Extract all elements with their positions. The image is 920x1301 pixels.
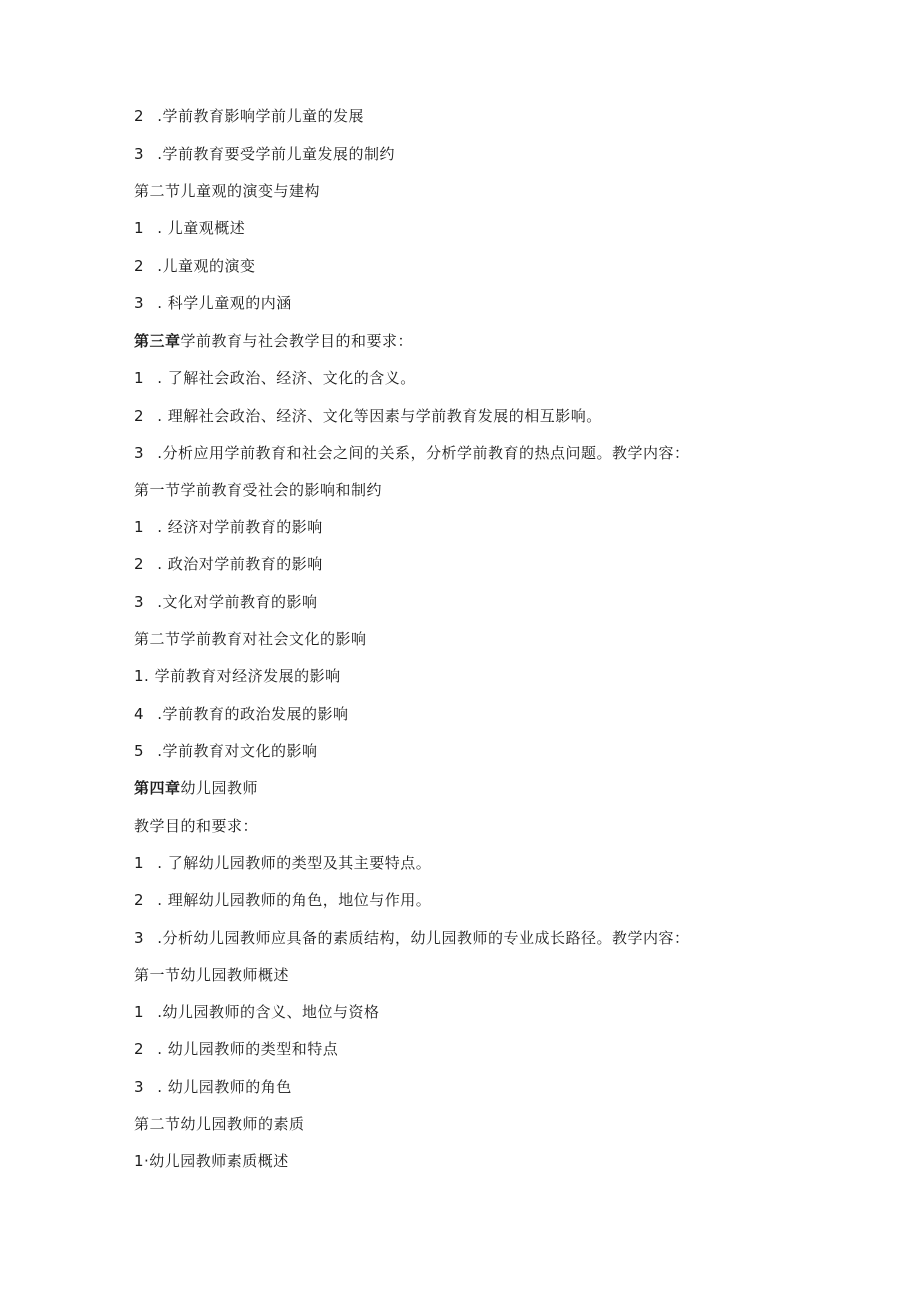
section-text: 第二节幼儿园教师的素质 bbox=[134, 1115, 305, 1133]
list-item bbox=[134, 368, 416, 388]
list-item bbox=[134, 928, 690, 948]
list-item bbox=[134, 1039, 338, 1059]
list-item bbox=[134, 554, 323, 574]
item-number: 1 bbox=[134, 854, 145, 872]
list-item bbox=[134, 443, 690, 463]
item-number: 3 bbox=[134, 593, 145, 611]
item-text: . 理解社会政治、经济、文化等因素与学前教育发展的相互影响。 bbox=[152, 407, 602, 425]
item-number: 3 bbox=[134, 294, 145, 312]
item-text: .学前教育的政治发展的影响 bbox=[152, 705, 349, 723]
item-number: 2 bbox=[134, 257, 145, 275]
list-item bbox=[134, 293, 292, 313]
item-text: . 幼儿园教师的类型和特点 bbox=[152, 1040, 339, 1058]
item-number: 2 bbox=[134, 555, 145, 573]
chapter-heading bbox=[134, 778, 258, 798]
list-item bbox=[134, 256, 256, 276]
item-text: 1·幼儿园教师素质概述 bbox=[134, 1152, 289, 1170]
item-text: .学前教育影响学前儿童的发展 bbox=[152, 107, 365, 125]
item-number: 3 bbox=[134, 444, 145, 462]
item-text: . 科学儿童观的内涵 bbox=[152, 294, 292, 312]
item-text: .分析幼儿园教师应具备的素质结构，幼儿园教师的专业成长路径。教学内容： bbox=[152, 929, 690, 947]
item-text: .文化对学前教育的影响 bbox=[152, 593, 318, 611]
list-item bbox=[134, 890, 431, 910]
item-text: . 了解幼儿园教师的类型及其主要特点。 bbox=[152, 854, 432, 872]
list-item bbox=[134, 592, 318, 612]
list-item bbox=[134, 741, 318, 761]
section-heading bbox=[134, 181, 320, 201]
section-heading bbox=[134, 629, 367, 649]
item-text: . 经济对学前教育的影响 bbox=[152, 518, 323, 536]
item-number: 2 bbox=[134, 407, 145, 425]
item-text: .学前教育对文化的影响 bbox=[152, 742, 318, 760]
item-number: 1 bbox=[134, 369, 145, 387]
item-text: .幼儿园教师的含义、地位与资格 bbox=[152, 1003, 380, 1021]
list-item bbox=[134, 406, 602, 426]
item-text: . 政治对学前教育的影响 bbox=[152, 555, 323, 573]
section-heading bbox=[134, 480, 382, 500]
list-item bbox=[134, 666, 341, 686]
section-heading bbox=[134, 965, 289, 985]
item-text: .儿童观的演变 bbox=[152, 257, 256, 275]
list-item bbox=[134, 853, 431, 873]
item-number: 1 bbox=[134, 1003, 145, 1021]
list-item bbox=[134, 218, 245, 238]
item-number: 1 bbox=[134, 219, 145, 237]
section-text: 第一节学前教育受社会的影响和制约 bbox=[134, 481, 383, 499]
list-item bbox=[134, 1077, 292, 1097]
item-number: 2 bbox=[134, 107, 145, 125]
list-item bbox=[134, 1151, 289, 1171]
item-number: 3 bbox=[134, 145, 145, 163]
item-number: 1 bbox=[134, 518, 145, 536]
chapter-label: 第四章 bbox=[134, 779, 181, 797]
list-item bbox=[134, 144, 395, 164]
item-number: 3 bbox=[134, 1078, 145, 1096]
chapter-text: 幼儿园教师 bbox=[180, 779, 259, 797]
item-text: .分析应用学前教育和社会之间的关系，分析学前教育的热点问题。教学内容： bbox=[152, 444, 690, 462]
chapter-text: 学前教育与社会教学目的和要求： bbox=[180, 332, 414, 350]
item-text: .学前教育要受学前儿童发展的制约 bbox=[152, 145, 396, 163]
item-number: 4 bbox=[134, 705, 145, 723]
item-text: 1. 学前教育对经济发展的影响 bbox=[134, 667, 341, 685]
item-number: 2 bbox=[134, 891, 145, 909]
item-text: . 儿童观概述 bbox=[152, 219, 246, 237]
item-number: 2 bbox=[134, 1040, 145, 1058]
list-item bbox=[134, 106, 364, 126]
list-item bbox=[134, 517, 323, 537]
chapter-label: 第三章 bbox=[134, 332, 181, 350]
list-item bbox=[134, 1002, 380, 1022]
list-item bbox=[134, 704, 349, 724]
subheading-text: 教学目的和要求： bbox=[134, 817, 259, 835]
item-text: . 理解幼儿园教师的角色，地位与作用。 bbox=[152, 891, 432, 909]
section-text: 第一节幼儿园教师概述 bbox=[134, 966, 290, 984]
item-text: . 幼儿园教师的角色 bbox=[152, 1078, 292, 1096]
item-number: 3 bbox=[134, 929, 145, 947]
subheading bbox=[134, 816, 258, 836]
item-text: . 了解社会政治、经济、文化的含义。 bbox=[152, 369, 416, 387]
chapter-heading bbox=[134, 331, 413, 351]
item-number: 5 bbox=[134, 742, 145, 760]
section-text: 第二节儿童观的演变与建构 bbox=[134, 182, 321, 200]
section-heading bbox=[134, 1114, 305, 1134]
section-text: 第二节学前教育对社会文化的影响 bbox=[134, 630, 367, 648]
